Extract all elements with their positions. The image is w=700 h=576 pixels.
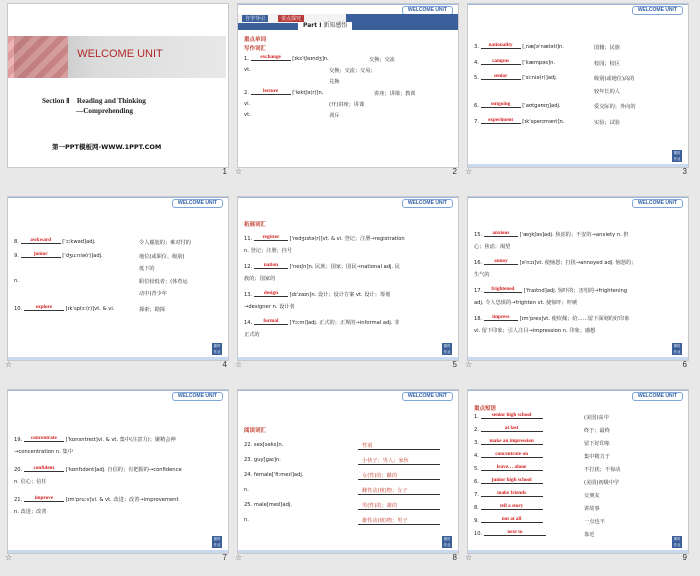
item-number: 6. [474, 479, 479, 485]
thumb-footer [237, 554, 459, 564]
answer-blank[interactable]: campus [481, 58, 521, 65]
item-number: 11. [244, 236, 253, 242]
answer-blank[interactable]: not at all [481, 516, 543, 523]
answer-blank[interactable]: next to [484, 529, 546, 536]
phonetic: [ˈlektʃə(r)]n. [292, 90, 324, 96]
homework-badge[interactable]: 课时作业 [673, 537, 681, 547]
item-number: 6. [474, 103, 479, 109]
definition: vi. 留下印象；引人注目→impression n. 印象；感想 [474, 328, 596, 334]
welcome-unit-tag: WELCOME UNIT [172, 392, 223, 401]
item-number: 10. [14, 306, 23, 312]
phonetic: [ˈkæmpəs]n. [522, 60, 556, 66]
item-number: 18. [474, 316, 483, 322]
answer-blank[interactable]: frightened [484, 286, 522, 293]
vocab-line [474, 327, 670, 334]
answer-blank[interactable]: at last [481, 425, 543, 432]
slide-thumbnail-8[interactable] [237, 389, 459, 561]
item-number: 1. [244, 56, 249, 62]
definition: [ˈkɒnsntreɪt]vi. & vt. 集中(注意力)；聚精会神 [65, 437, 176, 443]
meaning: 地位(或职位、级别) [139, 254, 185, 260]
homework-badge[interactable]: 课时作业 [213, 344, 221, 354]
homework-badge[interactable]: 课时作业 [673, 344, 681, 354]
thumb-footer [237, 361, 459, 371]
meaning: 讲座；讲课；教训 [374, 91, 416, 97]
meaning: 靠近 [584, 532, 595, 538]
answer-blank[interactable]: 小伙子；男人；家伙 [358, 457, 440, 465]
meaning: 探索；勘探 [139, 307, 165, 313]
vocab-line [14, 448, 210, 455]
tab-key-points[interactable]: 要点探究 [278, 15, 304, 22]
answer-blank[interactable]: lecture [251, 88, 291, 95]
slide-canvas [237, 3, 459, 168]
part-number: Part Ⅰ [303, 22, 322, 29]
meaning: 终于；最终 [584, 428, 610, 434]
meaning: 兑换 [329, 79, 340, 85]
homework-badge[interactable]: 课时作业 [673, 151, 681, 161]
top-line [468, 197, 688, 198]
item-number: 7. [474, 119, 479, 125]
thumb-footer [237, 168, 459, 178]
slide-thumbnail-2[interactable] [237, 3, 459, 175]
phonetic: [ˌnæʃəˈnæləti]n. [522, 44, 564, 50]
meaning: 国籍；民族 [594, 45, 620, 51]
vocab-line [244, 275, 440, 282]
answer-blank[interactable]: nation [254, 262, 288, 269]
slide-canvas [467, 389, 689, 554]
answer-blank[interactable]: make friends [481, 490, 543, 497]
bottom-bar [468, 357, 688, 360]
meaning: 校园；校区 [594, 61, 620, 67]
item-number: 9. [14, 253, 19, 259]
definition: n. 登记；注册；挂号 [244, 248, 293, 254]
definition: [ˈfraɪtnd]adj. 惊吓的；害怕的→frightening [523, 288, 628, 294]
slide-number: 8 [452, 553, 457, 562]
vocab-line [244, 67, 440, 73]
word: n. [244, 487, 249, 493]
item-number: 8. [474, 505, 479, 511]
slide-canvas [467, 3, 689, 168]
word: n. [244, 517, 249, 523]
definition: [ɪmˈpruːv]vi. & vt. 改进；改善→improvement [65, 497, 179, 503]
word: female[ˈfiːmeɪl]adj. [253, 472, 304, 478]
answer-blank[interactable]: tell a story [481, 503, 543, 510]
phrase-line [474, 518, 670, 525]
vocab-line [244, 303, 440, 310]
homework-badge[interactable]: 课时作业 [443, 344, 451, 354]
item-number: 22. [244, 442, 253, 448]
top-line [468, 390, 688, 391]
item-number: 1. [474, 414, 479, 420]
item-number: 10. [474, 531, 483, 537]
answer-blank[interactable]: outgoing [481, 101, 521, 108]
heading-key-words: 重点单词 [244, 37, 267, 43]
section-subheading: —Comprehending [76, 107, 133, 115]
slide-thumbnail-4[interactable] [7, 196, 229, 368]
vocab-line [474, 299, 670, 306]
definition: [ˈredʒɪstə(r)]vt. & vi. 登记；注册→registration [289, 236, 405, 242]
phonetic: [ˈdʒuːniə(r)]adj. [62, 253, 103, 259]
answer-blank[interactable]: design [254, 290, 288, 297]
vocab-line [474, 243, 670, 250]
vocab-line [244, 90, 440, 97]
item-number: 13. [244, 292, 253, 298]
slide-number: 2 [452, 167, 457, 176]
welcome-unit-tag: WELCOME UNIT [632, 392, 683, 401]
definition: [ˈneɪʃn]n. 民族；国家；国民→national adj. 民 [289, 264, 400, 270]
star-icon[interactable]: ☆ [465, 553, 473, 562]
slide-canvas [237, 389, 459, 554]
phonetic: [ɪkˈsperɪmənt]n. [522, 119, 565, 125]
slide-number: 6 [682, 360, 687, 369]
vocab-line [244, 331, 440, 338]
item-number: 23. [244, 457, 253, 463]
welcome-unit-tag: WELCOME UNIT [402, 199, 453, 208]
answer-blank[interactable]: annoy [484, 258, 518, 265]
meaning: (开)讲座；讲课 [329, 102, 365, 108]
top-line [238, 4, 458, 5]
vocab-line [14, 306, 210, 313]
slide-canvas [7, 196, 229, 361]
phrase-line [474, 440, 670, 447]
answer-blank[interactable]: concentrate [24, 435, 64, 442]
phrase-line [474, 414, 670, 421]
meaning: 级别(或地位)高的 [594, 76, 635, 82]
definition: [ɪmˈpres]vt. 使钦佩；给……留下深刻的好印象 [519, 316, 630, 322]
pos: vt. [244, 67, 251, 73]
slide-canvas [467, 196, 689, 361]
slide-thumbnail-5[interactable] [237, 196, 459, 368]
item-number: 5. [474, 75, 479, 81]
vocab-line [474, 259, 670, 267]
welcome-unit-tag: WELCOME UNIT [632, 6, 683, 15]
item-number: 20. [14, 467, 23, 473]
phonetic: [ˈɔːkwəd]adj. [62, 239, 96, 245]
answer-blank[interactable]: junior [21, 251, 61, 258]
word: guy[ɡaɪ]n. [253, 457, 281, 463]
slide-thumbnail-6[interactable] [467, 196, 689, 368]
slide-number: 9 [682, 553, 687, 562]
thumb-footer [467, 361, 689, 371]
heading-reading-words: 阅读词汇 [244, 428, 267, 434]
vocab-line [14, 478, 210, 485]
meaning: (美国)初级中学 [584, 480, 620, 486]
star-icon[interactable]: ☆ [465, 167, 473, 176]
meaning: 动中)青少年 [139, 291, 167, 297]
site-credit: 第一PPT模板网-WWW.1PPT.COM [52, 143, 162, 151]
definition: [dɪˈzaɪn]n. 设计；设计方案 vt. 设计；筹划 [289, 292, 391, 298]
answer-blank[interactable]: 雌性动(植)物；女子 [358, 487, 440, 495]
vocab-line [474, 44, 670, 51]
header-band [238, 14, 458, 30]
vocab-line [14, 436, 210, 444]
slide-thumbnail-7[interactable] [7, 389, 229, 561]
vocab-line [244, 56, 440, 63]
item-number: 3. [474, 44, 479, 50]
answer-blank[interactable]: 雄性动(植)物；男子 [358, 517, 440, 525]
thumb-footer [7, 168, 229, 178]
welcome-unit-tag: WELCOME UNIT [402, 6, 453, 15]
star-icon[interactable]: ☆ [235, 553, 243, 562]
vocab-line [14, 496, 210, 504]
item-number: 5. [474, 466, 479, 472]
bottom-bar [8, 357, 228, 360]
item-number: 19. [14, 437, 23, 443]
top-line [238, 197, 458, 198]
phrase-line [474, 453, 670, 460]
definition: 正式的 [244, 332, 260, 338]
meaning: 爱交际的；外向的 [594, 104, 636, 110]
item-number: 7. [474, 492, 479, 498]
phrase-line [474, 466, 670, 473]
definition: 族的；国家的 [244, 276, 276, 282]
heading-writing-words: 写作词汇 [244, 46, 267, 52]
pos: n. [14, 278, 19, 284]
item-number: 4. [474, 453, 479, 459]
homework-badge[interactable]: 课时作业 [443, 537, 451, 547]
slide-thumbnail-3[interactable] [467, 3, 689, 175]
meaning: 令人尴尬的；难对付的 [139, 240, 191, 246]
phonetic: [ɪkˈsplɔː(r)]vt. & vi. [65, 306, 115, 312]
definition: [əˈnɔɪ]vt. 使恼怒；打扰→annoyed adj. 恼怒的； [519, 260, 637, 266]
word: male[meɪl]adj. [253, 502, 292, 508]
phonetic: [ɪksˈtʃeɪndʒ]n. [292, 56, 329, 62]
definition: n. 信心；信任 [14, 479, 47, 485]
answer-blank[interactable]: senior [481, 73, 521, 80]
meaning: 交朋友 [584, 493, 600, 499]
item-number: 24. [244, 472, 253, 478]
slide-number: 1 [222, 167, 227, 176]
item-number: 8. [14, 239, 19, 245]
top-line [8, 197, 228, 198]
welcome-unit-tag: WELCOME UNIT [632, 199, 683, 208]
item-number: 9. [474, 518, 479, 524]
vocab-line [244, 291, 440, 299]
phrase-line [474, 492, 670, 499]
bottom-bar [8, 550, 228, 553]
answer-blank[interactable]: explore [24, 304, 64, 311]
vocab-line [474, 75, 670, 82]
slide-number: 5 [452, 360, 457, 369]
answer-blank[interactable]: awkward [21, 237, 61, 244]
item-number: 2. [474, 427, 479, 433]
meaning: 交换；交流；交易； [329, 68, 376, 74]
meaning: 不打扰；不惊动 [584, 467, 621, 473]
title-banner [14, 36, 226, 78]
bottom-bar [468, 550, 688, 553]
vocab-line [244, 319, 440, 327]
heading-extended-words: 拓展词汇 [244, 222, 267, 228]
answer-blank[interactable]: formal [254, 318, 288, 325]
star-icon[interactable]: ☆ [5, 553, 13, 562]
slide-canvas [7, 389, 229, 554]
phrase-line [474, 531, 670, 538]
thumb-footer [467, 554, 689, 564]
answer-blank[interactable]: nationality [481, 42, 521, 49]
definition: [ˈæŋkʃəs]adj. 焦虑的；不安的→anxiety n. 担 [519, 232, 629, 238]
slide-canvas [7, 3, 229, 168]
welcome-unit-tag: WELCOME UNIT [172, 199, 223, 208]
definition: n. 改进；改善 [14, 509, 47, 515]
part-title: 新知感悟 [323, 22, 348, 29]
meaning: 低下的 [139, 266, 155, 272]
tab-self-study[interactable]: 自学导引 [242, 15, 268, 22]
meaning: 实验；试验 [594, 120, 620, 126]
item-number: 4. [474, 60, 479, 66]
vocab-line [474, 103, 670, 110]
answer-blank[interactable]: senior high school [481, 412, 543, 419]
star-icon[interactable]: ☆ [235, 360, 243, 369]
word: sex[seks]n. [253, 442, 284, 448]
answer-blank[interactable]: junior high school [481, 477, 543, 484]
answer-blank[interactable]: make an impression [481, 438, 543, 445]
pos: vt. [244, 112, 251, 118]
answer-blank[interactable]: anxious [484, 230, 518, 237]
answer-blank[interactable]: impress [484, 314, 518, 321]
part-label [298, 22, 352, 30]
slide-thumbnail-9[interactable] [467, 389, 689, 561]
vocab-line [244, 112, 440, 118]
welcome-unit-tag: WELCOME UNIT [402, 392, 453, 401]
phrase-line [474, 427, 670, 434]
star-icon[interactable]: ☆ [235, 167, 243, 176]
vocab-line [244, 101, 440, 107]
meaning: (美国)高中 [584, 415, 609, 421]
phrase-line [474, 505, 670, 512]
thumb-footer [467, 168, 689, 178]
bottom-bar [238, 357, 458, 360]
slide-number: 7 [222, 553, 227, 562]
top-line [238, 390, 458, 391]
item-number: 21. [14, 497, 23, 503]
answer-blank[interactable]: 男(性)的；雄的 [358, 502, 440, 510]
answer-blank[interactable]: 女(性)的；雌的 [358, 472, 440, 480]
vocab-line [244, 235, 440, 243]
bottom-bar [468, 164, 688, 167]
definition: [ˈfɔːml]adj. 正式的；正规的→informal adj. 非 [289, 320, 400, 326]
answer-blank[interactable]: confident [24, 465, 64, 472]
item-number: 25. [244, 502, 253, 508]
meaning: 一点也不 [584, 519, 605, 525]
definition: →concentration n. 集中 [14, 449, 73, 455]
item-number: 12. [244, 264, 253, 270]
vocab-line [474, 271, 670, 278]
top-line [468, 4, 688, 5]
slide-title: WELCOME UNIT [77, 48, 163, 60]
vocab-line [474, 287, 670, 295]
top-line [8, 390, 228, 391]
slide-thumbnail-1[interactable] [7, 3, 229, 175]
answer-blank[interactable]: register [254, 234, 288, 241]
answer-blank[interactable]: concentrate on [481, 451, 543, 458]
definition: 心；焦虑；渴望 [474, 244, 511, 250]
star-icon[interactable]: ☆ [5, 360, 13, 369]
answer-blank[interactable]: experiment [481, 117, 521, 124]
heading-key-phrases: 重点短语 [474, 406, 497, 412]
definition: →designer n. 设计者 [244, 304, 295, 310]
star-icon[interactable]: ☆ [465, 360, 473, 369]
phrase-line [474, 479, 670, 486]
definition: 生气的 [474, 272, 490, 278]
bottom-bar [238, 550, 458, 553]
phonetic: [ˈaʊtɡəʊɪŋ]adj. [522, 103, 561, 109]
meaning: 讲故事 [584, 506, 600, 512]
homework-badge[interactable]: 课时作业 [213, 537, 221, 547]
thumb-footer [7, 361, 229, 371]
vocab-line [244, 263, 440, 271]
vocab-line [14, 278, 210, 284]
definition: adj. 令人恐惧的→frighten vt. 使惊吓；吓唬 [474, 300, 578, 306]
item-number: 14. [244, 320, 253, 326]
meaning: 职位较低者；(体育运 [139, 279, 188, 285]
phonetic: [ˈsiːniə(r)]adj. [522, 75, 558, 81]
vocab-line [14, 466, 210, 474]
vocab-line [14, 508, 210, 515]
meaning: 交换；交流 [369, 57, 395, 63]
section-heading: Section Ⅱ Reading and Thinking [42, 97, 146, 105]
slide-canvas [237, 196, 459, 361]
answer-blank[interactable]: improve [24, 495, 64, 502]
item-number: 3. [474, 440, 479, 446]
answer-blank[interactable]: 性别 [358, 442, 440, 450]
item-number: 16. [474, 260, 483, 266]
answer-blank[interactable]: leave… alone [481, 464, 543, 471]
meaning: 集中精力于 [584, 454, 610, 460]
answer-blank[interactable]: exchange [251, 54, 291, 61]
meaning: 留下好印象 [584, 441, 610, 447]
definition: [ˈkɒnfɪdənt]adj. 自信的；有把握的→confidence [65, 467, 182, 473]
meaning: 较年长的人 [594, 89, 620, 95]
vocab-line [244, 247, 440, 254]
slide-number: 4 [222, 360, 227, 369]
pos: vi. [244, 101, 251, 107]
vocab-line [474, 231, 670, 239]
item-number: 2. [244, 90, 249, 96]
vocab-line [474, 60, 670, 67]
slide-number: 3 [682, 167, 687, 176]
item-number: 17. [474, 288, 483, 294]
slide-top-area [8, 4, 228, 22]
thumb-footer [7, 554, 229, 564]
meaning: 训斥 [329, 113, 340, 119]
item-number: 15. [474, 232, 483, 238]
vocab-line [14, 253, 210, 260]
vocab-line [474, 315, 670, 323]
vocab-line [14, 239, 210, 246]
vocab-line [474, 119, 670, 126]
